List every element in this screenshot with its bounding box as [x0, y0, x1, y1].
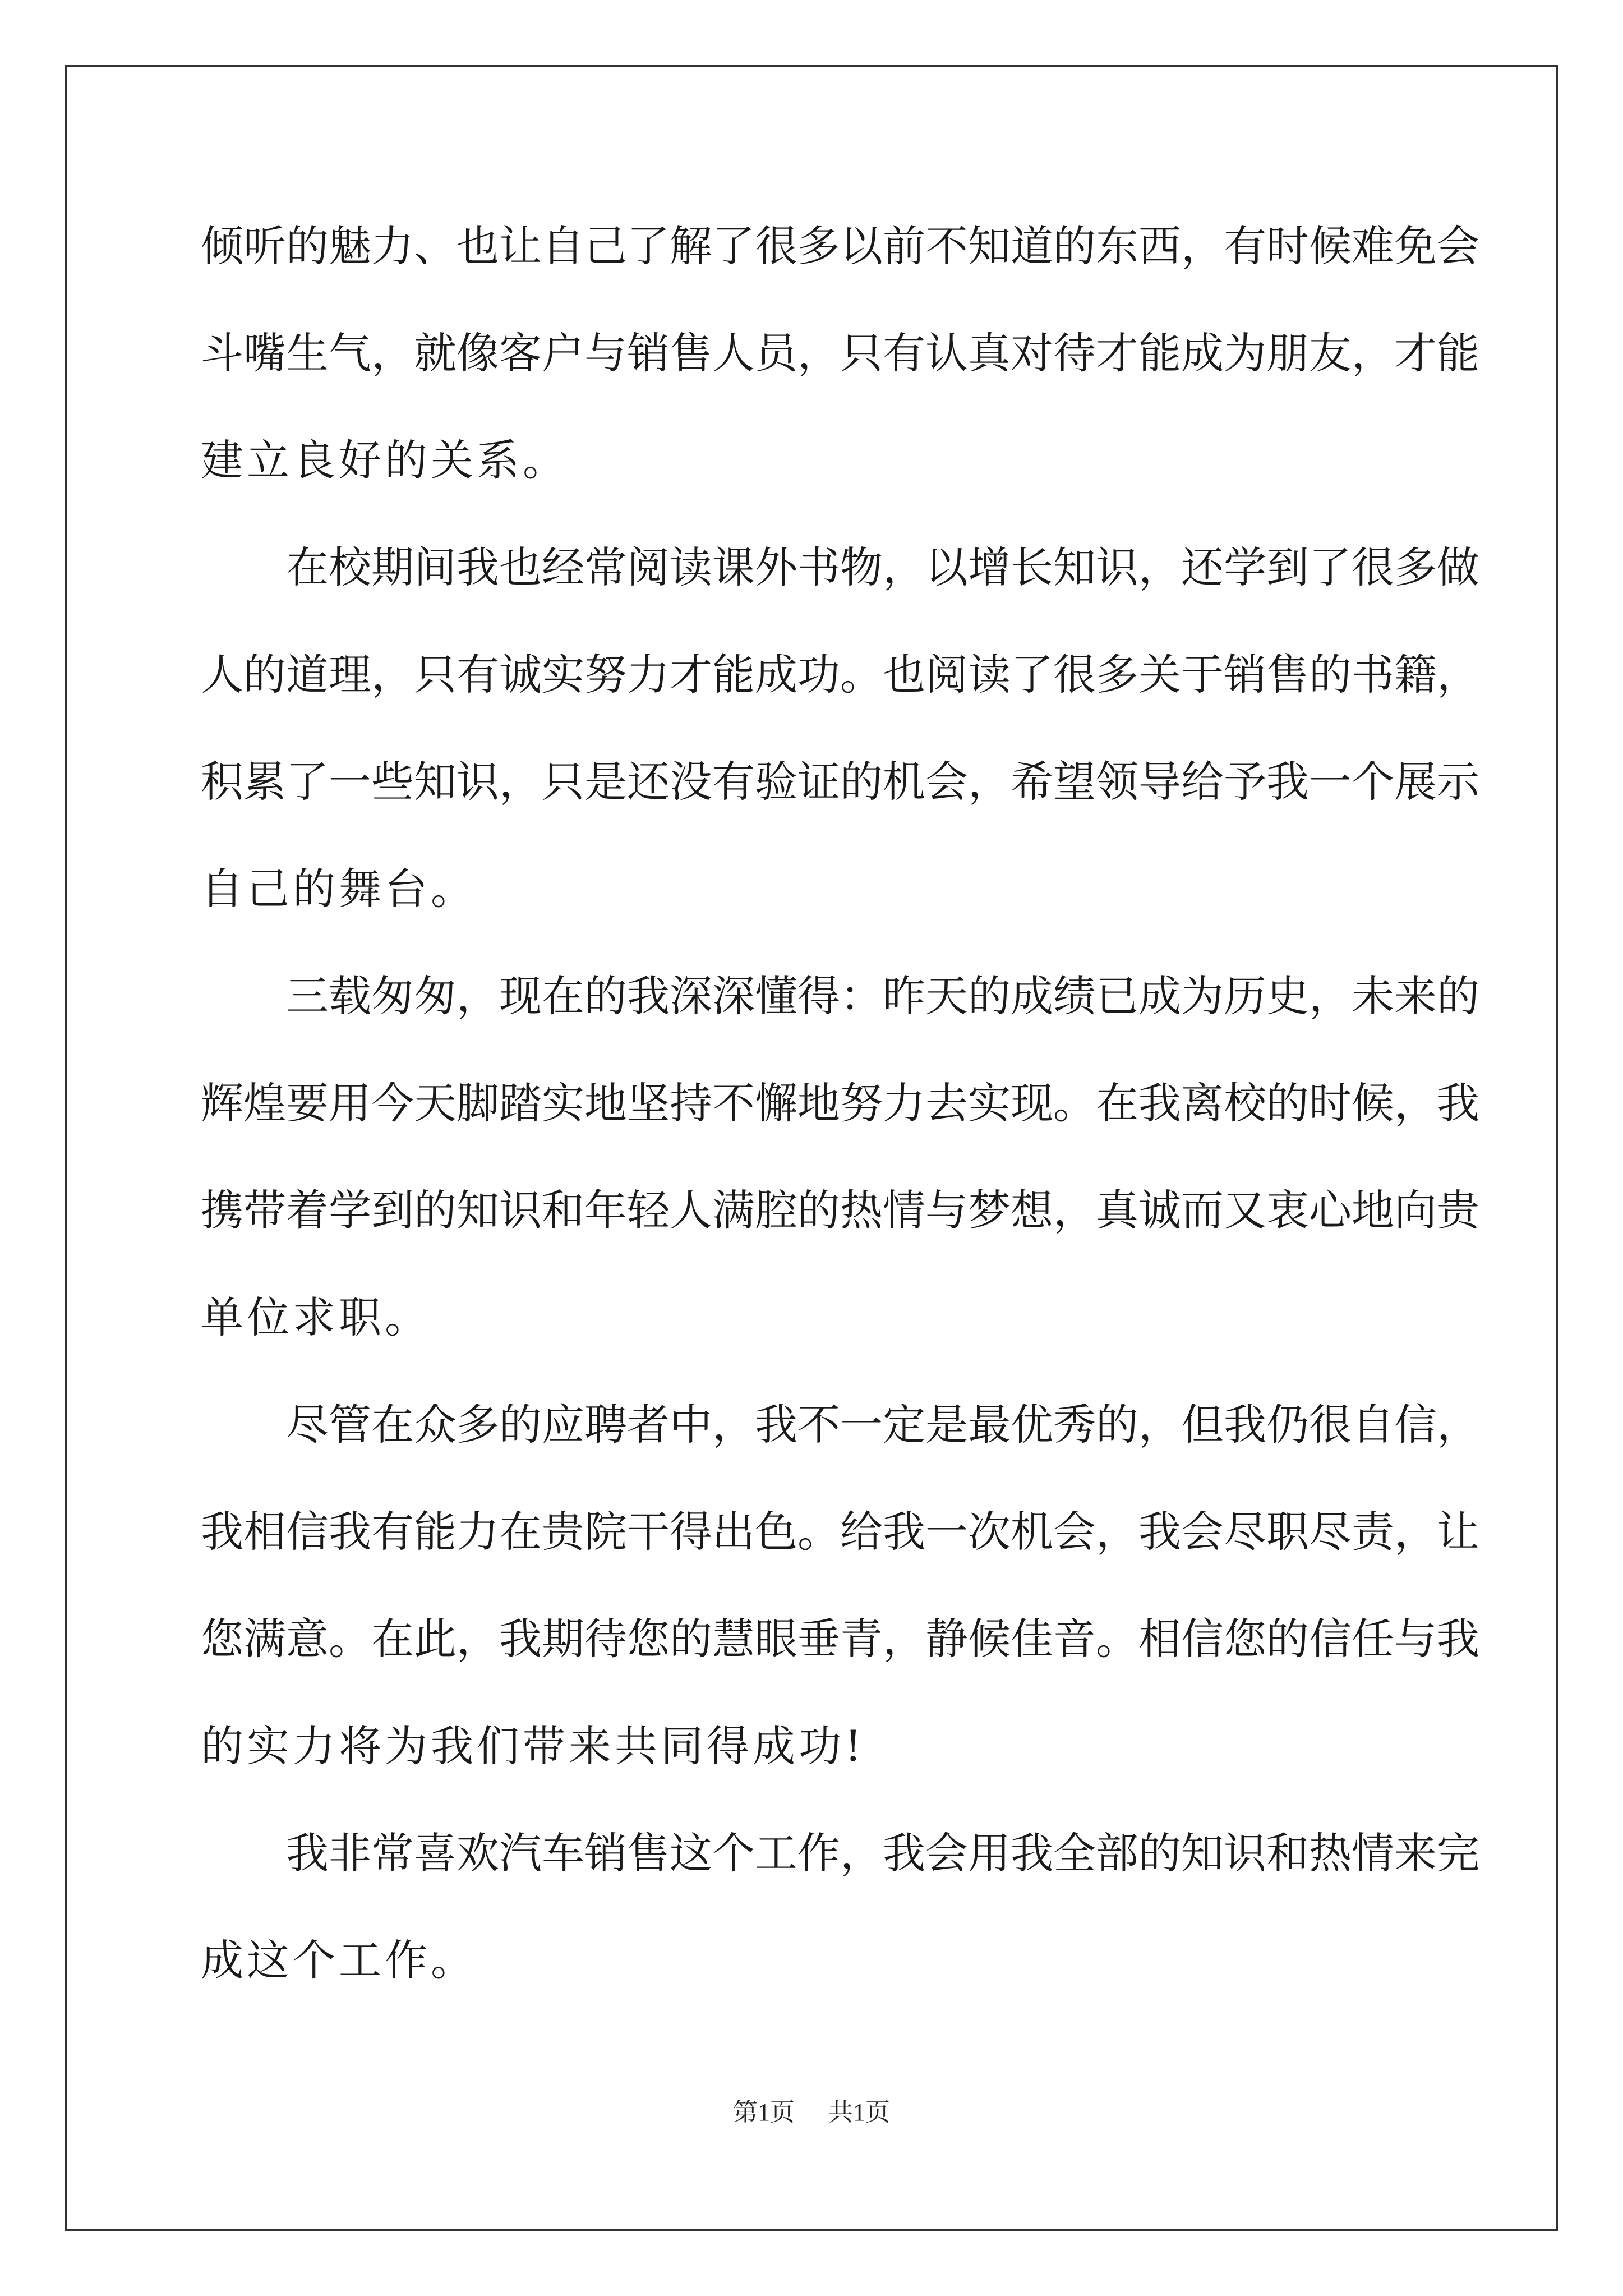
document-body — [201, 215, 1479, 2037]
text-line: 倾 听 的 魅 力 、 也 让 自 己 了 解 了 很 多 以 前 不 知 道 的 东 西 ， 有 时 候 难 免 会 — [201, 221, 1479, 271]
text-line: 我 非 常 喜 欢 汽 车 销 售 这 个 工 作 ， 我 会 用 我 全 部 的 知 识 和 热 情 来 完 — [286, 1828, 1479, 1878]
text-line: 人 的 道 理 ， 只 有 诚 实 努 力 才 能 成 功 。 也 阅 读 了 很 多 关 于 销 售 的 书 籍 ， — [201, 650, 1479, 700]
text-line: 单位求职。 — [201, 1292, 431, 1342]
page-footer — [0, 2096, 1623, 2129]
text-line: 建立良好的关系。 — [201, 435, 569, 485]
text-line: 尽 管 在 众 多 的 应 聘 者 中 ， 我 不 一 定 是 最 优 秀 的 ， 但 我 仍 很 自 信 ， — [286, 1400, 1479, 1450]
text-line: 的实力将为我们带来共同得成功! — [201, 1721, 865, 1771]
text-line: 成这个工作。 — [201, 1935, 477, 1985]
text-line: 在 校 期 间 我 也 经 常 阅 读 课 外 书 物 ， 以 增 长 知 识 ， 还 学 到 了 很 多 做 — [286, 542, 1479, 592]
text-line: 您 满 意 。 在 此 ， 我 期 待 您 的 慧 眼 垂 青 ， 静 候 佳 音 。 相 信 您 的 信 任 与 我 — [201, 1614, 1479, 1664]
text-line: 三 载 匆 匆 ， 现 在 的 我 深 深 懂 得 ： 昨 天 的 成 绩 已 成 为 历 史 ， 未 来 的 — [286, 971, 1479, 1021]
page-number-total: 共1页 — [828, 2099, 890, 2126]
text-line: 我 相 信 我 有 能 力 在 贵 院 干 得 出 色 。 给 我 一 次 机 会 ， 我 会 尽 职 尽 责 ， 让 — [201, 1507, 1479, 1557]
text-line: 辉 煌 要 用 今 天 脚 踏 实 地 坚 持 不 懈 地 努 力 去 实 现 。 在 我 离 校 的 时 候 ， 我 — [201, 1078, 1479, 1128]
text-line: 携 带 着 学 到 的 知 识 和 年 轻 人 满 腔 的 热 情 与 梦 想 ， 真 诚 而 又 衷 心 地 向 贵 — [201, 1185, 1479, 1235]
text-line: 积 累 了 一 些 知 识 ， 只 是 还 没 有 验 证 的 机 会 ， 希 望 领 导 给 予 我 一 个 展 示 — [201, 757, 1479, 807]
text-line: 自己的舞台。 — [201, 864, 477, 914]
page-number-current: 第1页 — [733, 2099, 795, 2126]
text-line: 斗 嘴 生 气 ， 就 像 客 户 与 销 售 人 员 ， 只 有 认 真 对 待 才 能 成 为 朋 友 ， 才 能 — [201, 328, 1479, 378]
